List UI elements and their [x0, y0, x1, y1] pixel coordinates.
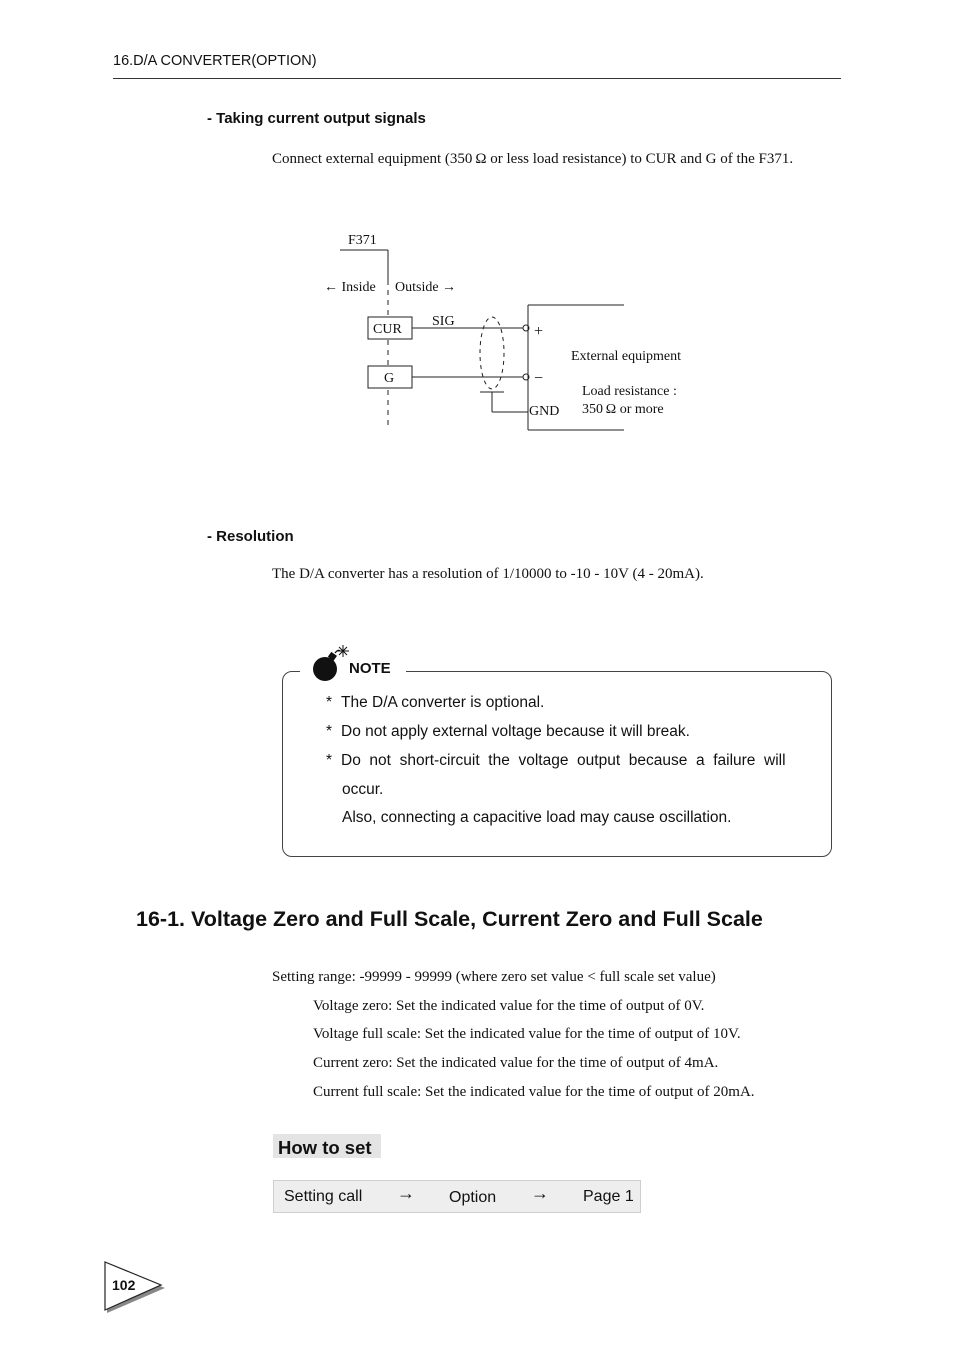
current-output-text: Connect external equipment (350 Ω or less load resistance) to CUR and G of the F371.	[272, 151, 794, 167]
note-title: NOTE	[349, 660, 391, 677]
g-terminal-label: G	[384, 371, 395, 386]
note-bullet: *	[326, 694, 333, 711]
arrow-right-icon: →	[397, 1183, 415, 1203]
external-equipment-label: External equipment	[571, 349, 682, 364]
arrow-right-icon: →	[531, 1183, 549, 1203]
sig-label: SIG	[432, 314, 455, 329]
how-to-set-label: How to set	[278, 1137, 372, 1158]
resolution-text: The D/A converter has a resolution of 1/10000 to -10 - 10V (4 - 20mA).	[272, 566, 704, 582]
wiring-diagram	[300, 220, 720, 440]
note-item-3-continued: occur.	[342, 781, 384, 798]
path-page-1: Page 1	[583, 1188, 634, 1205]
note-item-2: Do not apply external voltage because it will break.	[341, 723, 690, 740]
gnd-label: GND	[529, 404, 560, 419]
note-item-4: Also, connecting a capacitive load may cause oscillation.	[342, 809, 732, 826]
plus-sign: +	[534, 323, 544, 340]
outside-label: Outside →	[395, 280, 457, 295]
current-full-scale-text: Current full scale: Set the indicated value for the time of output of 20mA.	[313, 1084, 755, 1100]
path-setting-call: Setting call	[284, 1188, 363, 1205]
setting-range: Setting range: -99999 - 99999 (where zero set value < full scale set value)	[272, 969, 716, 985]
cur-terminal-label: CUR	[373, 322, 402, 337]
resolution-heading: - Resolution	[207, 528, 294, 545]
current-zero-text: Current zero: Set the indicated value for the time of output of 4mA.	[313, 1055, 719, 1071]
header-rule	[113, 78, 841, 79]
load-resistance-value: 350 Ω or more	[582, 402, 664, 417]
note-item-3: Do not short-circuit the voltage output because a failure will	[341, 752, 786, 769]
current-output-heading: - Taking current output signals	[207, 110, 426, 127]
voltage-full-scale-text: Voltage full scale: Set the indicated value for the time of output of 10V.	[313, 1026, 741, 1042]
section-title: 16-1. Voltage Zero and Full Scale, Current Zero and Full Scale	[136, 907, 763, 931]
note-item-1: The D/A converter is optional.	[341, 694, 545, 711]
note-bullet: *	[326, 752, 333, 769]
note-bullet: *	[326, 723, 333, 740]
path-option: Option	[449, 1189, 497, 1206]
inside-label: ← Inside	[324, 280, 376, 295]
page-number: 102	[112, 1277, 136, 1293]
load-resistance-label: Load resistance :	[582, 384, 677, 399]
device-label: F371	[348, 233, 377, 248]
bomb-icon	[309, 644, 351, 684]
voltage-zero-text: Voltage zero: Set the indicated value for the time of output of 0V.	[313, 998, 705, 1014]
minus-sign: −	[534, 370, 544, 387]
running-header: 16.D/A CONVERTER(OPTION)	[113, 53, 317, 69]
